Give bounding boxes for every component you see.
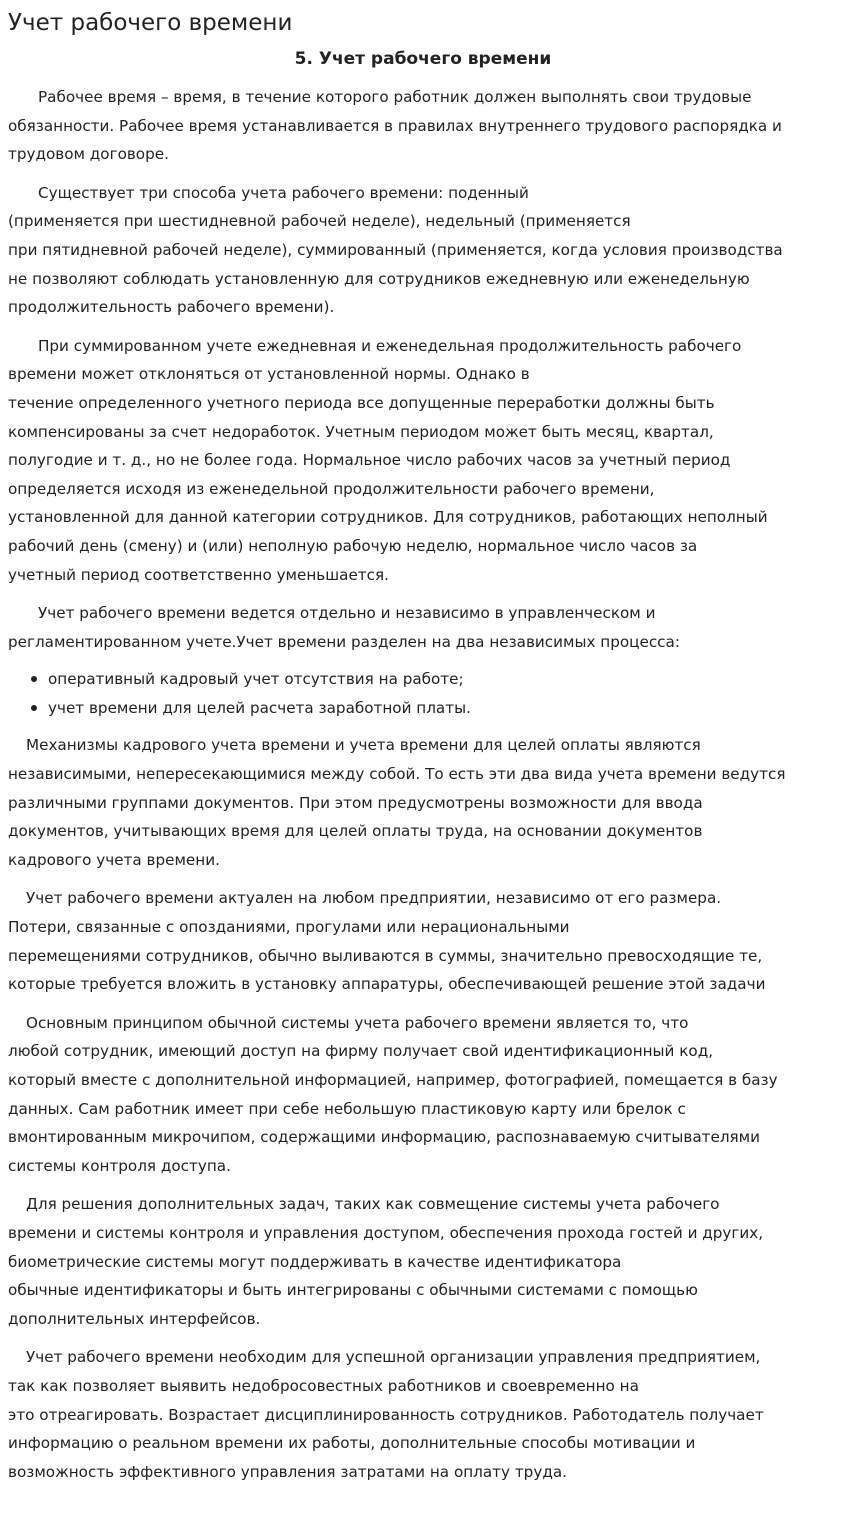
paragraph-mechanisms: Механизмы кадрового учета времени и учета времени для целей оплаты являются независимыми, непересекающимися между собой. То есть эти два вида учета времени ведутся различными группами документов. При этом предусмотрены возможности для ввода документов, учитывающих время для целей оплаты труда, на основании документов кадрового учета времени. [8, 736, 786, 869]
paragraph-additional-tasks: Для решения дополнительных задач, таких как совмещение системы учета рабочего времени и системы контроля и управления доступом, обеспечения прохода гостей и других, биометрические системы могут поддерживать в качестве идентификатора обычные идентификаторы и быть интегрированы с обычными системами с помощью дополнительных интерфейсов. [8, 1195, 764, 1328]
document-page [8, 0, 838, 1486]
paragraph-basic-principle: Основным принципом обычной системы учета рабочего времени является то, что любой сотрудник, имеющий доступ на фирму получает свой идентификационный код, который вместе с дополнительной информацией, например, фотографией, помещается в базу данных. Сам работник имеет при себе небольшую пластиковую карту или брелок с вмонтированным микрочипом, содержащими информацию, распознаваемую считывателями системы контроля доступа. [8, 1013, 778, 1175]
paragraph-independent-processes: Учет рабочего времени ведется отдельно и независимо в управленческом и регламентированном учете.Учет времени разделен на два независимых процесса: [8, 604, 680, 651]
paragraph-accounting-methods: Существует три способа учета рабочего времени: поденный (применяется при шестидневной рабочей неделе), недельный (применяется при пятидневной рабочей неделе), суммированный (применяется, когда условия производства не позволяют соблюдать установленную для сотрудников ежедневную или еженедельную продолжительность рабочего времени). [8, 183, 783, 317]
bullet-icon [31, 676, 37, 682]
paragraph-working-time-definition: Рабочее время – время, в течение которого работник должен выполнять свои трудовые обязанности. Рабочее время устанавливается в правилах внутреннего трудового распорядка и трудовом договоре. [8, 88, 782, 164]
page-title: Учет рабочего времени [8, 10, 293, 36]
process-list [8, 665, 838, 722]
paragraph-relevance: Учет рабочего времени актуален на любом предприятии, независимо от его размера. Потери, связанные с опозданиями, прогулами или нерациональными перемещениями сотрудников, обычно выливаются в суммы, значительно превосходящие те, которые требуется вложить в установку аппаратуры, обеспечивающей решение этой задачи [8, 889, 766, 994]
paragraph-necessity: Учет рабочего времени необходим для успешной организации управления предприятием, так как позволяет выявить недобросовестных работников и своевременно на это отреагировать. Возрастает дисциплинированность сотрудников. Работодатель получает информацию о реальном времени их работы, дополнительные способы мотивации и возможность эффективного управления затратами на оплату труда. [8, 1348, 764, 1481]
paragraph-summarized-accounting: При суммированном учете ежедневная и еженедельная продолжительность рабочего времени может отклоняться от установленной нормы. Однако в течение определенного учетного периода все допущенные переработки должны быть компенсированы за счет недоработок. Учетным периодом может быть месяц, квартал, полугодие и т. д., но не более года. Нормальное число рабочих часов за учетный период определяется исходя из еженедельной продолжительности рабочего времени, установленной для данной категории сотрудников. Для сотрудников, работающих неполный рабочий день (смену) и (или) неполную рабочую неделю, нормальное число часов за учетный период соответственно уменьшается. [8, 336, 768, 584]
bullet-icon [31, 705, 37, 711]
list-item: учет времени для целей расчета заработной платы. [8, 694, 838, 723]
list-item: оперативный кадровый учет отсутствия на работе; [8, 665, 838, 694]
section-heading: 5. Учет рабочего времени [294, 49, 552, 69]
